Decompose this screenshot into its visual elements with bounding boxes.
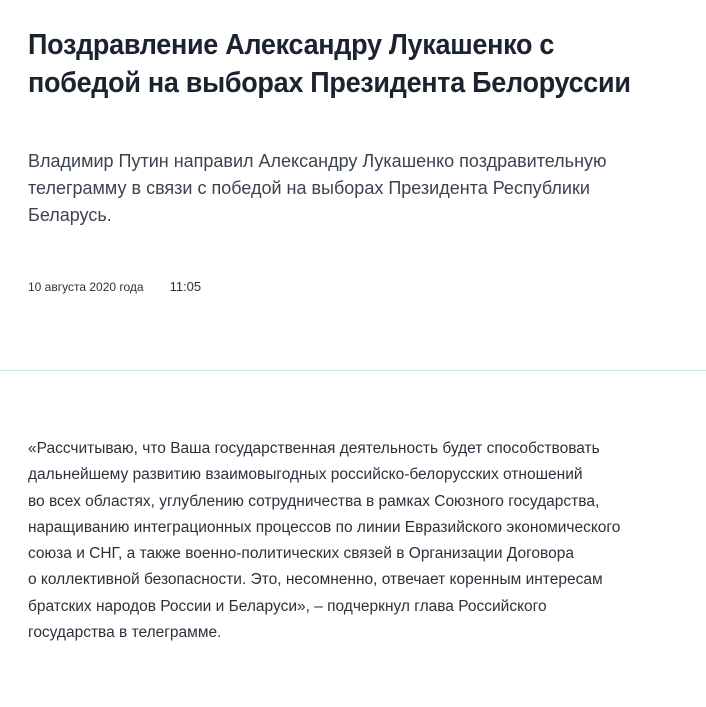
article-body xyxy=(28,436,676,646)
body-line: союза и СНГ, а также военно-политических связей в Организации Договора xyxy=(28,545,574,563)
article-lead: Владимир Путин направил Александру Лукашенко поздравительную телеграмму в связи с победой на выборах Президента Республики Беларусь. xyxy=(28,151,607,225)
body-line: братских народов России и Беларуси», – подчеркнул глава Российского xyxy=(28,597,547,615)
article-meta xyxy=(28,279,201,295)
body-line: дальнейшему развитию взаимовыгодных российско-белорусских отношений xyxy=(28,466,583,484)
body-line: наращиванию интеграционных процессов по линии Евразийского экономического xyxy=(28,518,621,536)
section-divider xyxy=(0,370,706,371)
page-title: Поздравление Александру Лукашенко с победой на выборах Президента Белоруссии xyxy=(28,29,631,99)
publish-date: 10 августа 2020 года xyxy=(28,280,144,294)
body-line: о коллективной безопасности. Это, несомненно, отвечает коренным интересам xyxy=(28,571,603,589)
body-line: во всех областях, углублению сотрудничества в рамках Союзного государства, xyxy=(28,492,600,510)
body-line: «Рассчитываю, что Ваша государственная деятельность будет способствовать xyxy=(28,440,600,457)
publish-time: 11:05 xyxy=(169,279,202,294)
body-line: государства в телеграмме. xyxy=(28,624,222,642)
